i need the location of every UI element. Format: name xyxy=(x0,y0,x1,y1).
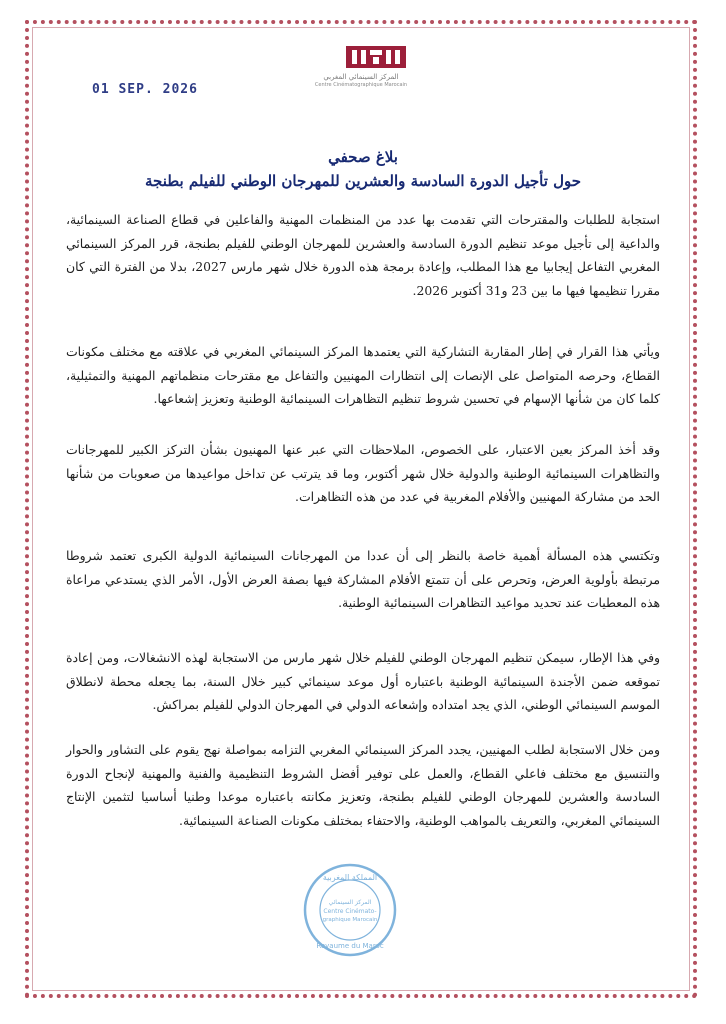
date-stamp: 01 SEP. 2026 xyxy=(92,82,198,97)
org-name-french: Centre Cinématographique Marocain xyxy=(314,82,408,88)
stamp-bottom-text: Royaume du Maroc xyxy=(316,942,384,950)
document-title: بلاغ صحفي xyxy=(328,148,398,166)
org-name-arabic: المركز السينمائي المغربي xyxy=(323,73,399,81)
stamp-top-text: المملكة المغربية xyxy=(322,873,378,882)
paragraph-5: وفي هذا الإطار، سيمكن تنظيم المهرجان الوطني للفيلم خلال شهر مارس من الاستجابة لهذه الانشغالات، ومن إعادة تموقعه ضمن الأجندة السينمائية الوطنية باعتباره أول موعد سينمائي كبير خلال السنة، بما يجعله محطة لانطلاق الموسم السينمائي الوطني، الذي يجد امتداده وإشعاعه الدولي في المهرجان الدولي للفيلم بمراكش. xyxy=(66,650,660,712)
paragraph-2: ويأتي هذا القرار في إطار المقاربة التشاركية التي يعتمدها المركز السينمائي المغربي في علاقته مع مختلف مكونات القطاع، وحرصه المتواصل على الإنصات إلى انتظارات المهنيين والتفاعل مع مقترحات منظماتهم المهنية والتمثيلية، كلما كان من شأنها الإسهام في تحسين شروط تنظيم التظاهرات السينمائية الوطنية وتعزيز إشعاعها. xyxy=(66,344,660,406)
stamp-center-line-3: graphique Marocain xyxy=(322,917,378,923)
paragraph-4: وتكتسي هذه المسألة أهمية خاصة بالنظر إلى أن عددا من المهرجانات السينمائية الدولية الكبرى تعتمد شروطا مرتبطة بأولوية العرض، وتحرص على أن تتمتع الأفلام المشاركة فيها بصفة العرض الأول، الأمر الذي يستدعي مراعاة هذه المعطيات عند تحديد مواعيد التظاهرات السينمائية الوطنية. xyxy=(66,548,660,610)
document-subtitle: حول تأجيل الدورة السادسة والعشرين للمهرجان الوطني للفيلم بطنجة xyxy=(144,172,582,190)
stamp-center-line-2: Centre Cinémato- xyxy=(323,908,377,915)
paragraph-6: ومن خلال الاستجابة لطلب المهنيين، يجدد المركز السينمائي المغربي التزامه بمواصلة نهج يقوم على التشاور والحوار والتنسيق مع مختلف فاعلي القطاع، والعمل على توفير أفضل الشروط التنظيمية والفنية والمهنية لإنجاح الدورة السادسة والعشرين للمهرجان الوطني للفيلم بطنجة، وتعزيز مكانته باعتباره موعدا وطنيا أساسيا لتثمين الإنتاج السينمائي المغربي، والتعريف بالمواهب الوطنية، والاحتفاء بمختلف مكونات الصناعة السينمائية. xyxy=(66,742,660,828)
paragraph-3: وقد أخذ المركز بعين الاعتبار، على الخصوص، الملاحظات التي عبر عنها المهنيون بشأن التركز الكبير للمهرجانات والتظاهرات السينمائية الوطنية والدولية خلال شهر أكتوبر، وما قد يترتب عن تداخل مواعيدها من صعوبات من شأنها الحد من مشاركة المهنيين والأفلام المغربية في عدد من هذه التظاهرات. xyxy=(66,442,660,504)
stamp-center-line-1: المركز السينمائي xyxy=(328,899,372,906)
paragraph-1: استجابة للطلبات والمقترحات التي تقدمت بها عدد من المنظمات المهنية والفاعلين في قطاع الصناعة السينمائية، والداعية إلى تأجيل موعد تنظيم الدورة السادسة والعشرين للمهرجان الوطني للفيلم بطنجة، قرر المركز السينمائي المغربي التفاعل إيجابيا مع هذا المطلب، وإعادة برمجة هذه الدورة خلال شهر مارس 2027، بدلا من الفترة التي كان مقررا تنظيمها فيها ما بين 23 و31 أكتوبر 2026. xyxy=(66,212,660,298)
official-stamp-icon xyxy=(302,862,398,958)
decorative-border xyxy=(25,20,697,998)
